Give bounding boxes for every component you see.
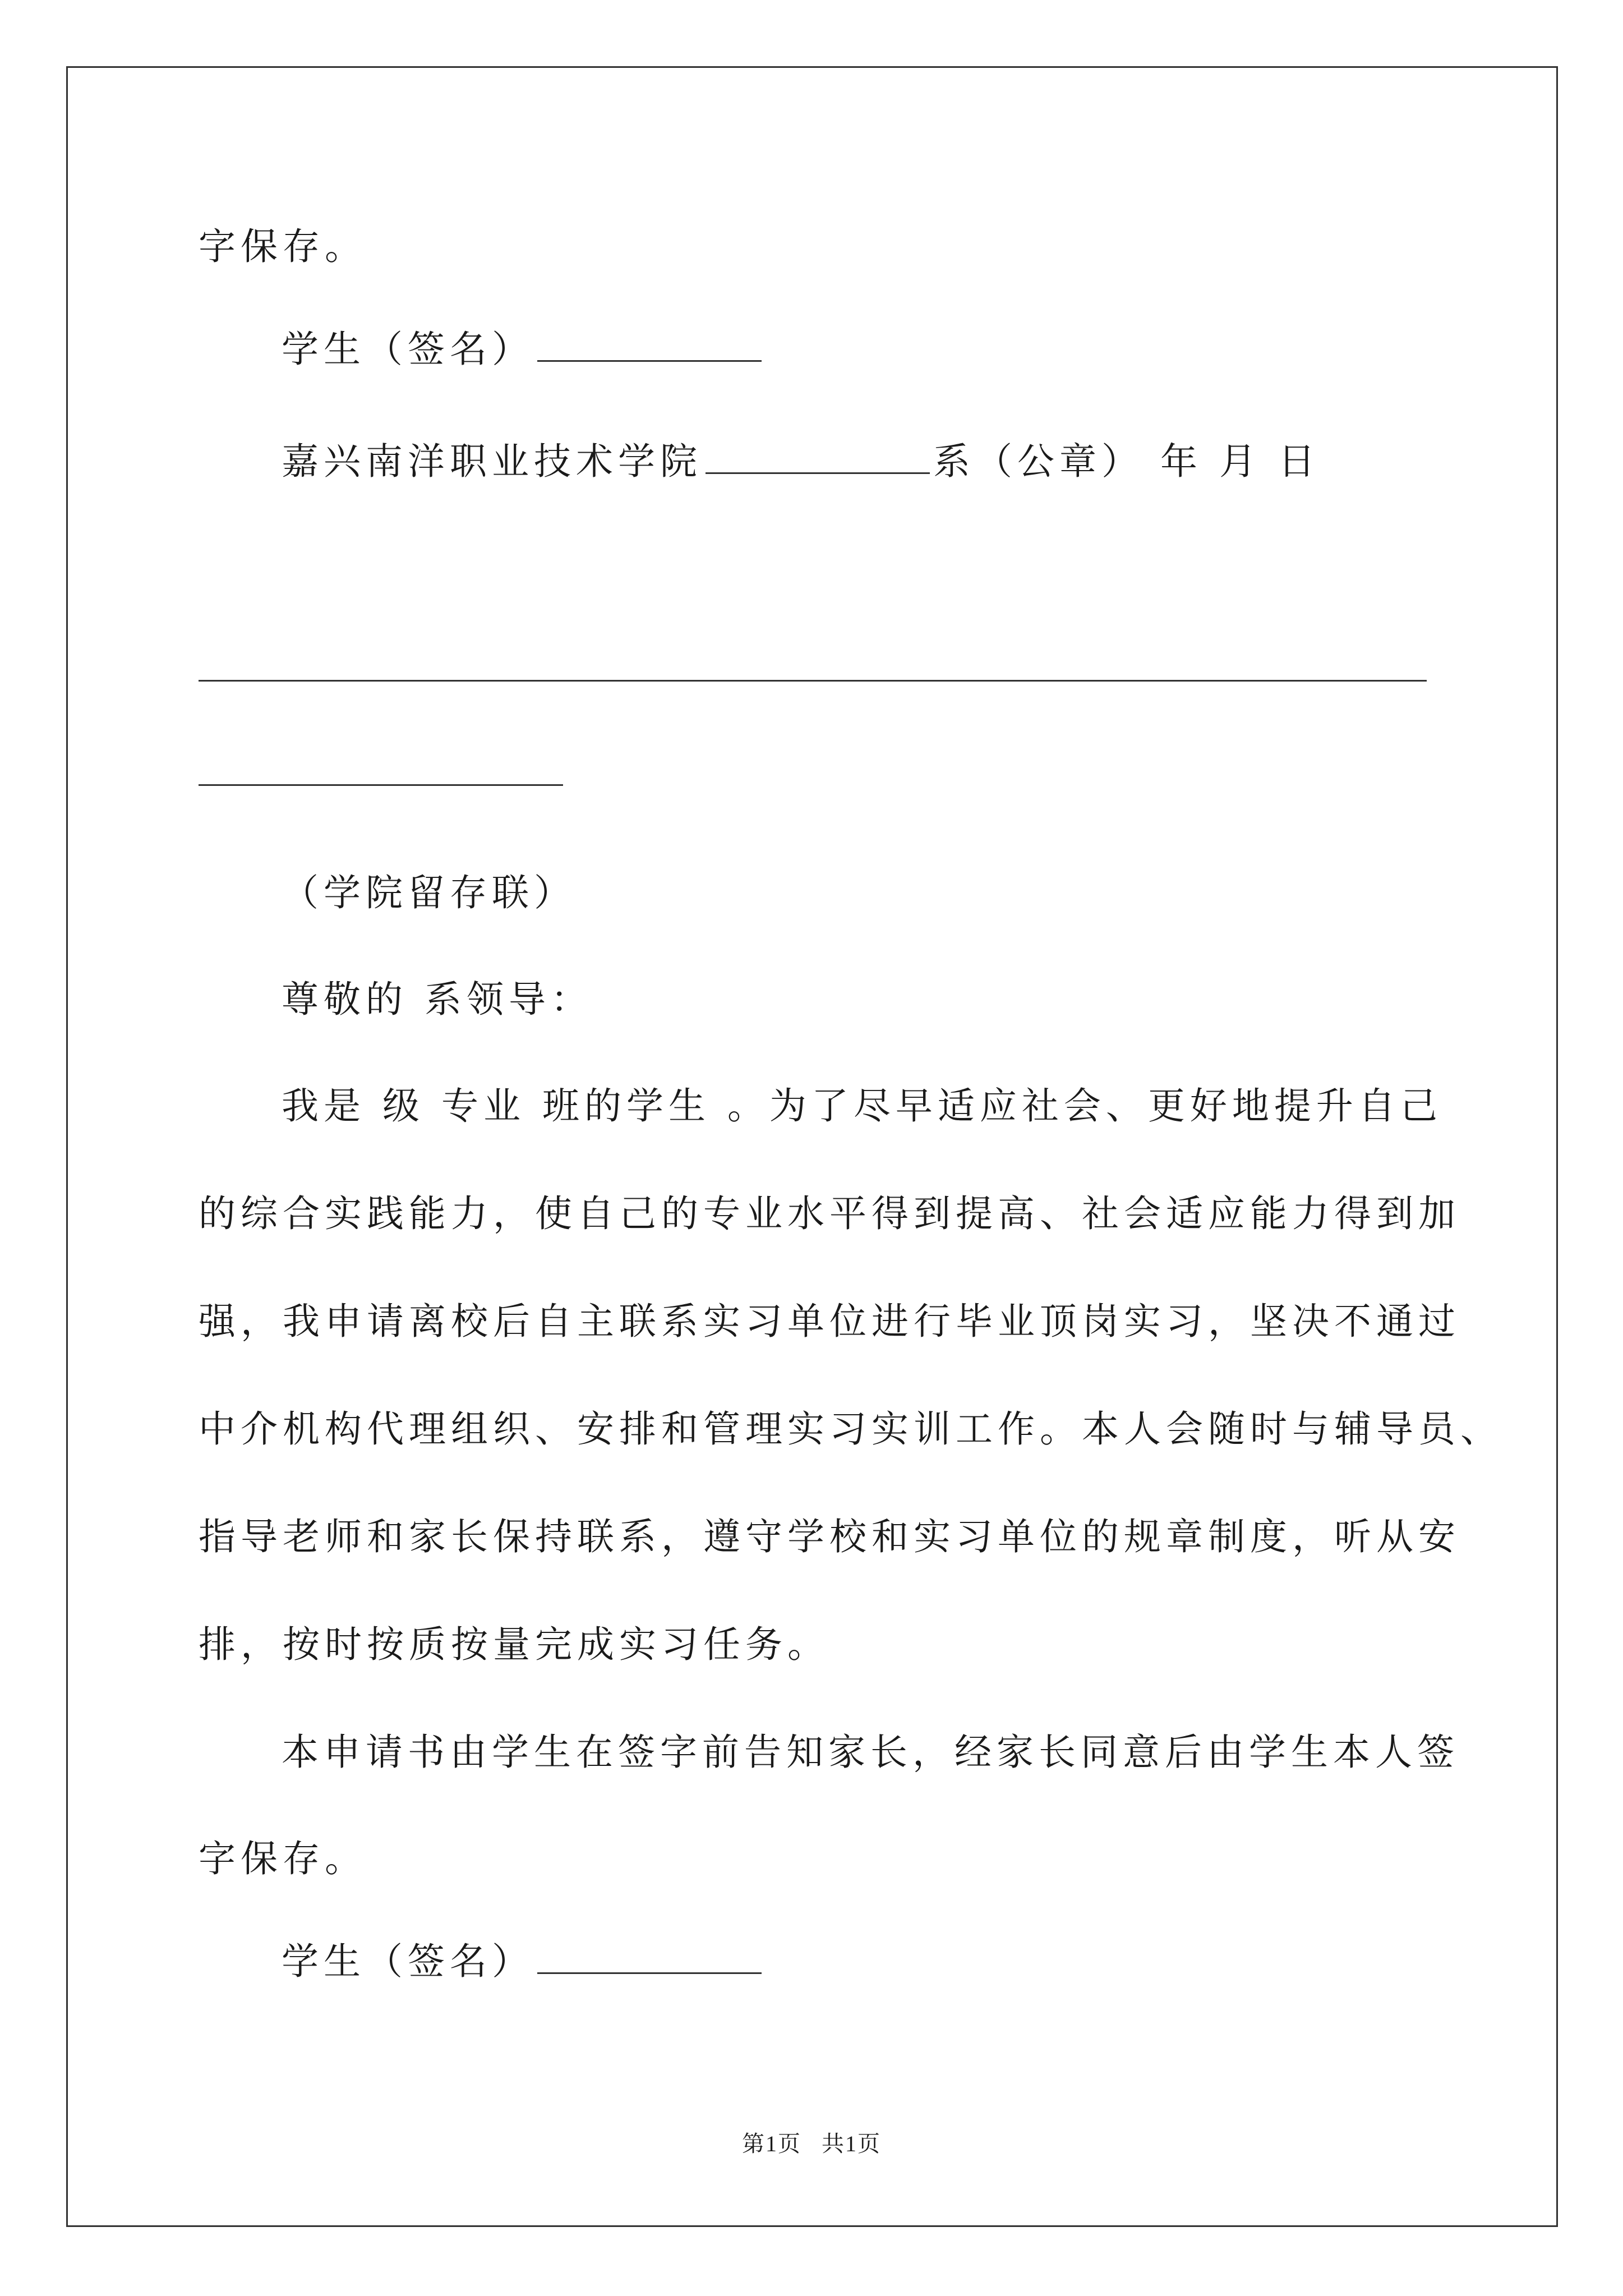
body-line-3: 强，我申请离校后自主联系实习单位进行毕业顶岗实习，坚决不通过 — [199, 1300, 1460, 1343]
seal-date-text: 系（公章） 年 月 日 — [933, 440, 1320, 483]
page-border — [66, 66, 1558, 2227]
top-signature-line — [282, 326, 765, 371]
body-line-6: 排，按时按质按量完成实习任务。 — [199, 1623, 829, 1666]
page-footer — [0, 2127, 1623, 2161]
body-line-4: 中介机构代理组织、安排和管理实习实训工作。本人会随时与辅导员、 — [199, 1407, 1502, 1451]
form-signature-blank[interactable] — [537, 1939, 762, 1974]
form-signature-label: 学生（签名） — [282, 1940, 534, 1983]
body-line-1: 我是 级 专业 班的学生 。为了尽早适应社会、更好地提升自己 — [282, 1084, 1442, 1128]
top-signature-blank[interactable] — [537, 326, 762, 362]
continuation-text: 字保存。 — [199, 225, 367, 268]
page-number: 第1页 — [742, 2131, 801, 2156]
cut-line-long — [199, 680, 1427, 682]
top-signature-label: 学生（签名） — [282, 328, 534, 371]
page-total: 共1页 — [822, 2131, 881, 2156]
consent-line-2: 字保存。 — [199, 1837, 367, 1880]
body-line-5: 指导老师和家长保持联系，遵守学校和实习单位的规章制度，听从安 — [199, 1515, 1460, 1558]
body-line-2: 的综合实践能力，使自己的专业水平得到提高、社会适应能力得到加 — [199, 1192, 1460, 1235]
copy-label: （学院留存联） — [282, 871, 576, 914]
cut-line-short — [199, 784, 563, 786]
college-name: 嘉兴南洋职业技术学院 — [282, 440, 702, 483]
department-blank[interactable] — [706, 439, 930, 474]
salutation: 尊敬的 系领导： — [282, 978, 593, 1021]
college-seal-line — [282, 439, 1320, 484]
consent-line-1: 本申请书由学生在签字前告知家长，经家长同意后由学生本人签 — [282, 1731, 1459, 1774]
form-signature-line — [282, 1939, 765, 1984]
